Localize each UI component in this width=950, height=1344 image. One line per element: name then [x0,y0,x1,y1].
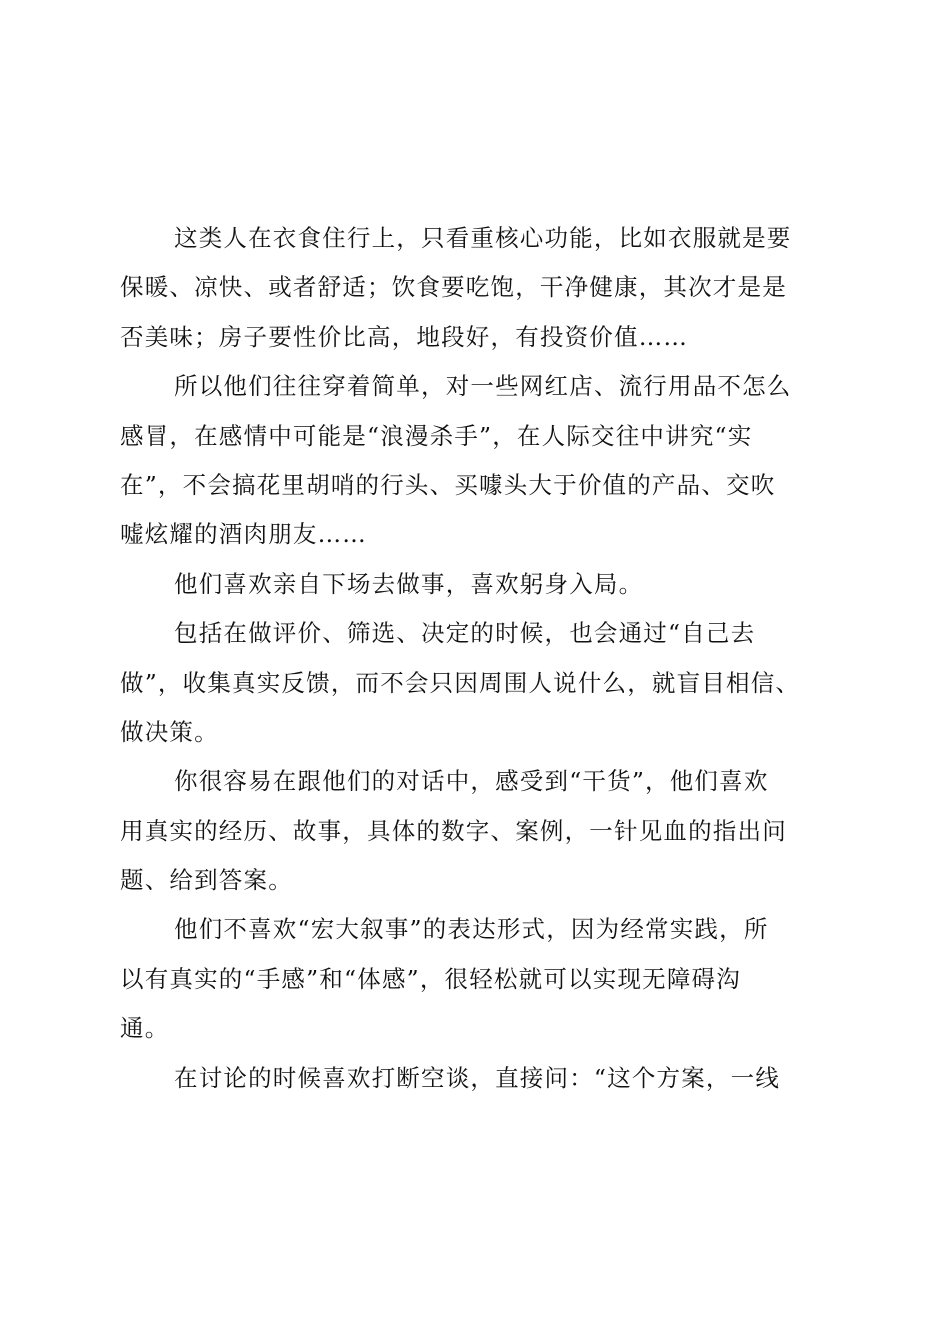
text-line: 他们喜欢亲自下场去做事，喜欢躬身入局。 [174,569,644,598]
text-line: 在”，不会搞花里胡哨的行头、买噱头大于价值的产品、交吹 [120,470,776,499]
text-line: 这类人在衣食住行上，只看重核心功能，比如衣服就是要 [174,224,792,252]
text-line: 做”，收集真实反馈，而不会只因周围人说什么，就盲目相信、 [120,668,801,697]
text-line: 用真实的经历、故事，具体的数字、案例，一针见血的指出问 [120,816,787,845]
text-line: 他们不喜欢“宏大叙事”的表达形式，因为经常实践，所 [174,915,769,944]
text-line: 你很容易在跟他们的对话中，感受到“干货”，他们喜欢 [174,767,769,796]
body-text [120,214,820,1103]
text-line: 做决策。 [120,717,219,746]
text-line: 包括在做评价、筛选、决定的时候，也会通过“自己去 [174,619,756,648]
text-line: 所以他们往往穿着简单，对一些网红店、流行用品不怎么 [174,372,792,401]
text-line: 以有真实的“手感”和“体感”，很轻松就可以实现无障碍沟 [120,964,741,993]
text-line: 通。 [120,1014,170,1043]
text-line: 感冒，在感情中可能是“浪漫杀手”，在人际交往中讲究“实 [120,421,753,450]
text-line: 保暖、凉快、或者舒适；饮食要吃饱，干净健康，其次才是是 [120,273,787,302]
text-line: 否美味；房子要性价比高，地段好，有投资价值…… [120,322,689,351]
text-line: 在讨论的时候喜欢打断空谈，直接问：“这个方案，一线 [174,1063,781,1092]
text-line: 嘘炫耀的酒肉朋友…… [120,520,367,549]
text-line: 题、给到答案。 [120,866,293,895]
